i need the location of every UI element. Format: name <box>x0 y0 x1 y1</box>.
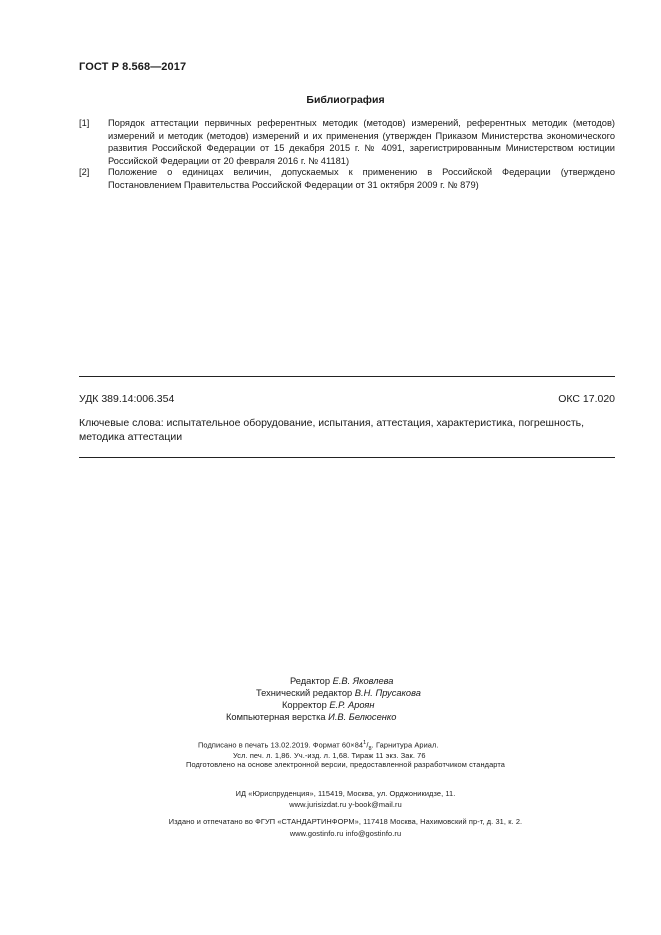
corrector-role: Корректор <box>282 700 327 710</box>
imprint-typeface: . Гарнитура Ариал. <box>371 740 439 750</box>
editor-line <box>290 675 393 688</box>
bibliography-title: Библиография <box>306 94 385 106</box>
format-sub: 8 <box>368 745 372 752</box>
bibliography-item-text: Порядок аттестации первичных референтных методик (методов) измерений, референтных методик (методов) измерений и методик (методов) измерений и их применения (утвержден Приказом Министерства экономического развития Российской Федерации от 15 декабря 2015 г. № 4091, зарегистрированным Министерством юстиции Российской Федерации от 20 февраля 2016 г. № 41181) <box>108 118 615 166</box>
editor-name: Е.В. Яковлева <box>332 676 394 686</box>
layout-name: И.В. Белюсенко <box>328 712 397 722</box>
imprint-print-date: Подписано в печать 13.02.2019. Формат 60×84 <box>198 740 364 750</box>
printer-address: Издано и отпечатано во ФГУП «СТАНДАРТИНФОРМ», 117418 Москва, Нахимовский пр-т, д. 31, к. 2. <box>168 817 523 826</box>
imprint-print-volume: Усл. печ. л. 1,86. Уч.-изд. л. 1,68. Тираж 11 экз. Зак. 76 <box>233 751 426 760</box>
tech-editor-role: Технический редактор <box>256 688 353 698</box>
corrector-line <box>282 699 374 712</box>
udk-code: УДК 389.14:006.354 <box>79 393 175 405</box>
bibliography-item <box>79 166 615 191</box>
tech-editor-name: В.Н. Прусакова <box>354 688 421 698</box>
publisher-address: ИД «Юриспруденция», 115419, Москва, ул. Орджоникидзе, 11. <box>235 789 456 798</box>
bibliography-item-number: [2] <box>79 167 90 177</box>
document-code: ГОСТ Р 8.568—2017 <box>79 61 187 73</box>
imprint-prepared-note: Подготовлено на основе электронной версии, предоставленной разработчиком стандарта <box>186 760 505 769</box>
bibliography-item-number: [1] <box>79 118 90 128</box>
publisher-contacts: www.jurisizdat.ru y-book@mail.ru <box>289 800 402 809</box>
corrector-name: Е.Р. Ароян <box>329 700 375 710</box>
keywords: Ключевые слова: испытательное оборудование, испытания, аттестация, характеристика, погрешность, методика аттестации <box>79 417 585 443</box>
layout-line <box>226 711 396 724</box>
format-sup: 1 <box>363 740 367 746</box>
bibliography-item <box>79 117 615 167</box>
editor-role: Редактор <box>290 676 331 686</box>
tech-editor-line <box>256 687 421 700</box>
bibliography-item-text: Положение о единицах величин, допускаемых к применению в Российской Федерации (утверждено Постановлением Правительства Российской Федерации от 31 октября 2009 г. № 879) <box>108 167 615 190</box>
printer-contacts: www.gostinfo.ru info@gostinfo.ru <box>289 829 402 838</box>
imprint-print-info: Подписано в печать 13.02.2019. Формат $60\times 84^1/_8$. Гарнитура Ариал. <box>198 740 439 752</box>
divider-bottom <box>79 457 615 458</box>
layout-role: Компьютерная верстка <box>226 712 326 722</box>
divider-top <box>79 376 615 377</box>
oks-code: ОКС 17.020 <box>558 393 615 405</box>
